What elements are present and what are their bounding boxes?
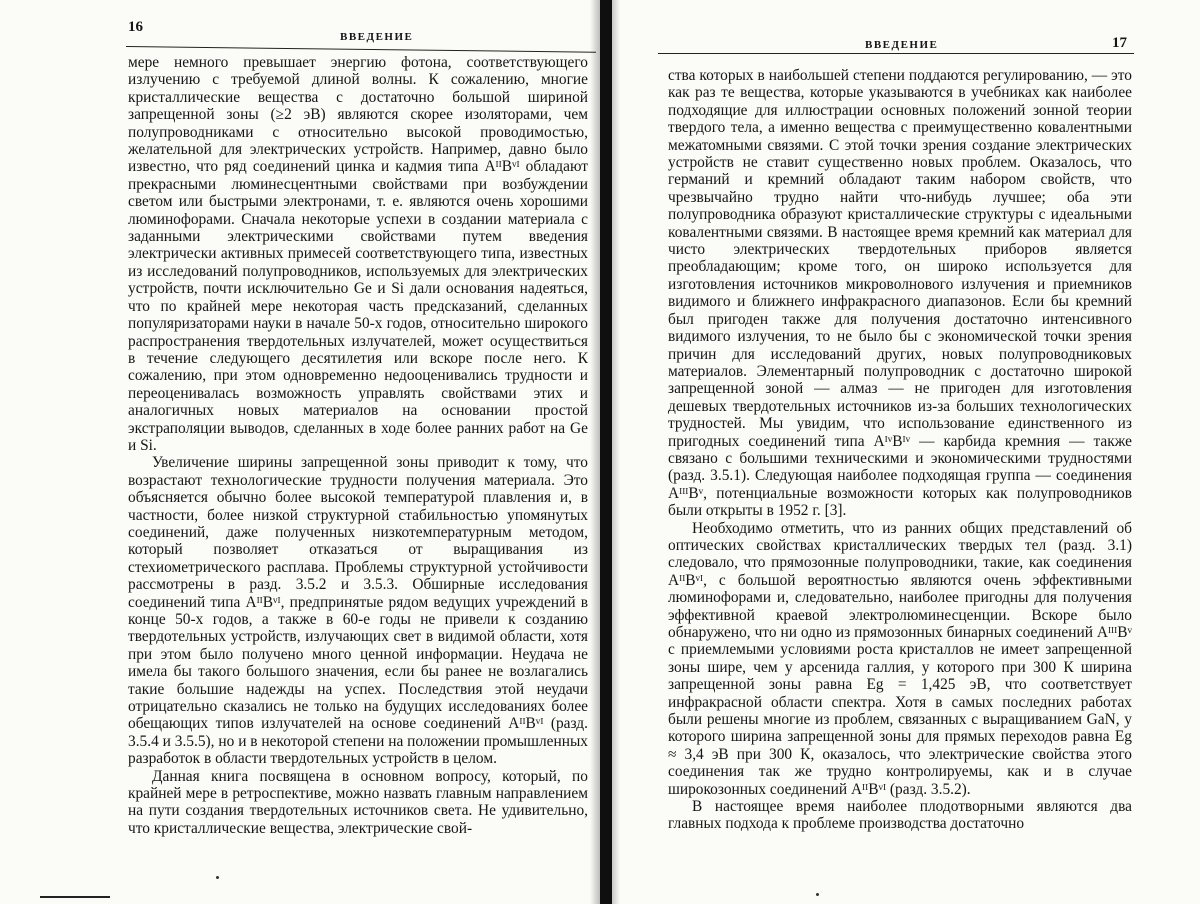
left-page-body [128, 54, 588, 837]
right-page-body [668, 67, 1132, 833]
right-header-rule [658, 53, 1134, 54]
left-running-head: ВВЕДЕНИЕ [340, 31, 414, 43]
right-page [612, 0, 1200, 904]
book-gutter [600, 0, 612, 904]
print-speck [816, 893, 819, 896]
right-paragraph-2: Необходимо отметить, что из ранних общих представлений об оптических свойствах кристаллических твердых тел (разд. 3.1) следовало, что прямозонные полупроводники, такие, как соединения AᴵᴵBᵛᴵ, с большой вероятностью являются очень эффективными люминофорами и, следовательно, наиболее пригодны для получения эффективной краевой электролюминесценции. Вскоре было обнаружено, что ни одно из прямозонных бинарных соединений AᴵᴵᴵBᵛ с приемлемыми условиями роста кристаллов не имеет запрещенной зоны шире, чем у арсенида галлия, у которого при 300 К ширина запрещенной зоны равна Eg = 1,425 эВ, что соответствует инфракрасной области спектра. Хотя в самых последних работах были решены многие из проблем, связанных с выращиванием GaN, у которого ширина запрещенной зоны для прямых переходов равна Eg ≈ 3,4 эВ при 300 К, оказалось, что электрические свойства этого соединения так же трудно контролируемы, как и в случае широкозонных соединений AᴵᴵBᵛᴵ (разд. 3.5.2). [668, 519, 1132, 798]
left-paragraph-3: Данная книга посвящена в основном вопросу, который, по крайней мере в ретроспективе, можно назвать главным направлением на пути создания твердотельных источников света. Не удивительно, что кристаллические вещества, электрические свой- [128, 767, 588, 837]
right-paragraph-1: ства которых в наибольшей степени поддаются регулированию, — это как раз те вещества, которые указываются в учебниках как наиболее подходящие для иллюстрации основных положений зонной теории твердого тела, а именно вещества с преимущественно ковалентными межатомными связями. С этой точки зрения создание электрических устройств не ставит существенно новых проблем. Оказалось, что германий и кремний обладают таким набором свойств, что чрезвычайно трудно найти что-нибудь лучшее; оба эти полупроводника образуют кристаллические структуры с идеальными ковалентными связями. В настоящее время кремний как материал для чисто электрических твердотельных приборов является преобладающим; кроме того, он широко используется для изготовления источников микроволнового излучения и приемников видимого и ближнего инфракрасного диапазонов. Если бы кремний был пригоден также для получения достаточно интенсивного видимого излучения, то не было бы с экономической точки зрения причин для исследований других, новых полупроводниковых материалов. Элементарный полупроводник с достаточно широкой запрещенной зоной — алмаз — не пригоден для изготовления дешевых твердотельных источников из-за больших технологических трудностей. Мы увидим, что использование единственного из пригодных соединений типа AᴵᵛBᴵᵛ — карбида кремния — также связано с большими техническими и экономическими трудностями (разд. 3.5.1). Следующая наиболее подходящая группа — соединения AᴵᴵᴵBᵛ, потенциальные возможности которых как полупроводников были открыты в 1952 г. [3]. [668, 67, 1132, 520]
left-paragraph-2: Увеличение ширины запрещенной зоны приводит к тому, что возрастают технологические трудности получения материала. Это объясняется обычно более высокой температурой плавления и, в частности, более низкой структурной стабильностью упомянутых соединений, даже полученных низкотемпературным методом, который позволяет отказаться от выращивания из стехиометрического расплава. Проблемы структурной устойчивости рассмотрены в разд. 3.5.2 и 3.5.3. Обширные исследования соединений типа AᴵᴵBᵛᴵ, предпринятые рядом ведущих учреждений в конце 50-х годов, а также в 60-е годы не привели к созданию твердотельных устройств, излучающих свет в видимой области, хотя при этом было получено много ценной информации. Неудача не имела бы такого большого значения, если бы ранее не возлагались такие большие надежды на успех. Последствия этой неудачи отрицательно сказались не только на будущих исследованиях более обещающих типов излучателей на основе соединений AᴵᴵBᵛᴵ (разд. 3.5.4 и 3.5.5), но и в некоторой степени на положении промышленных разработок в области твердотельных устройств в целом. [128, 454, 588, 768]
right-paragraph-3: В настоящее время наиболее плодотворными являются два главных подхода к проблеме производства достаточно [668, 798, 1132, 833]
page-edge-mark [40, 896, 110, 898]
right-page-number: 17 [1112, 35, 1127, 51]
right-running-head: ВВЕДЕНИЕ [865, 39, 939, 51]
left-paragraph-1: мере немного превышает энергию фотона, соответствующего излучению с требуемой длиной волны. К сожалению, многие кристаллические вещества с достаточно большой шириной запрещенной зоны (≥2 эВ) являются скорее изоляторами, чем полупроводниками с относительно высокой проводимостью, желательной для электрических устройств. Например, давно было известно, что ряд соединений цинка и кадмия типа AᴵᴵBᵛᴵ обладают прекрасными люминесцентными свойствами при возбуждении светом или быстрыми электронами, т. е. являются очень хорошими люминофорами. Сначала некоторые успехи в создании материала с заданными электрическими свойствами путем введения электрически активных примесей соответствующего типа, известных из исследований полупроводников, используемых для электрических устройств, почти исключительно Ge и Si дали основания надеяться, что по крайней мере некоторая часть предсказаний, сделанных популяризаторами науки в начале 50-х годов, относительно широкого распространения твердотельных излучателей, может осуществиться в течение следующего десятилетия или вскоре после него. К сожалению, при этом одновременно недооценивались трудности и переоценивалась возможность управлять свойствами этих и аналогичных новых материалов на основании простой экстраполяции выводов, сделанных в ходе более ранних работ на Ge и Si. [128, 54, 588, 454]
gutter-shadow-left [590, 0, 600, 904]
left-header-rule [126, 46, 596, 53]
left-page-number: 16 [128, 19, 143, 35]
print-speck [216, 876, 219, 879]
